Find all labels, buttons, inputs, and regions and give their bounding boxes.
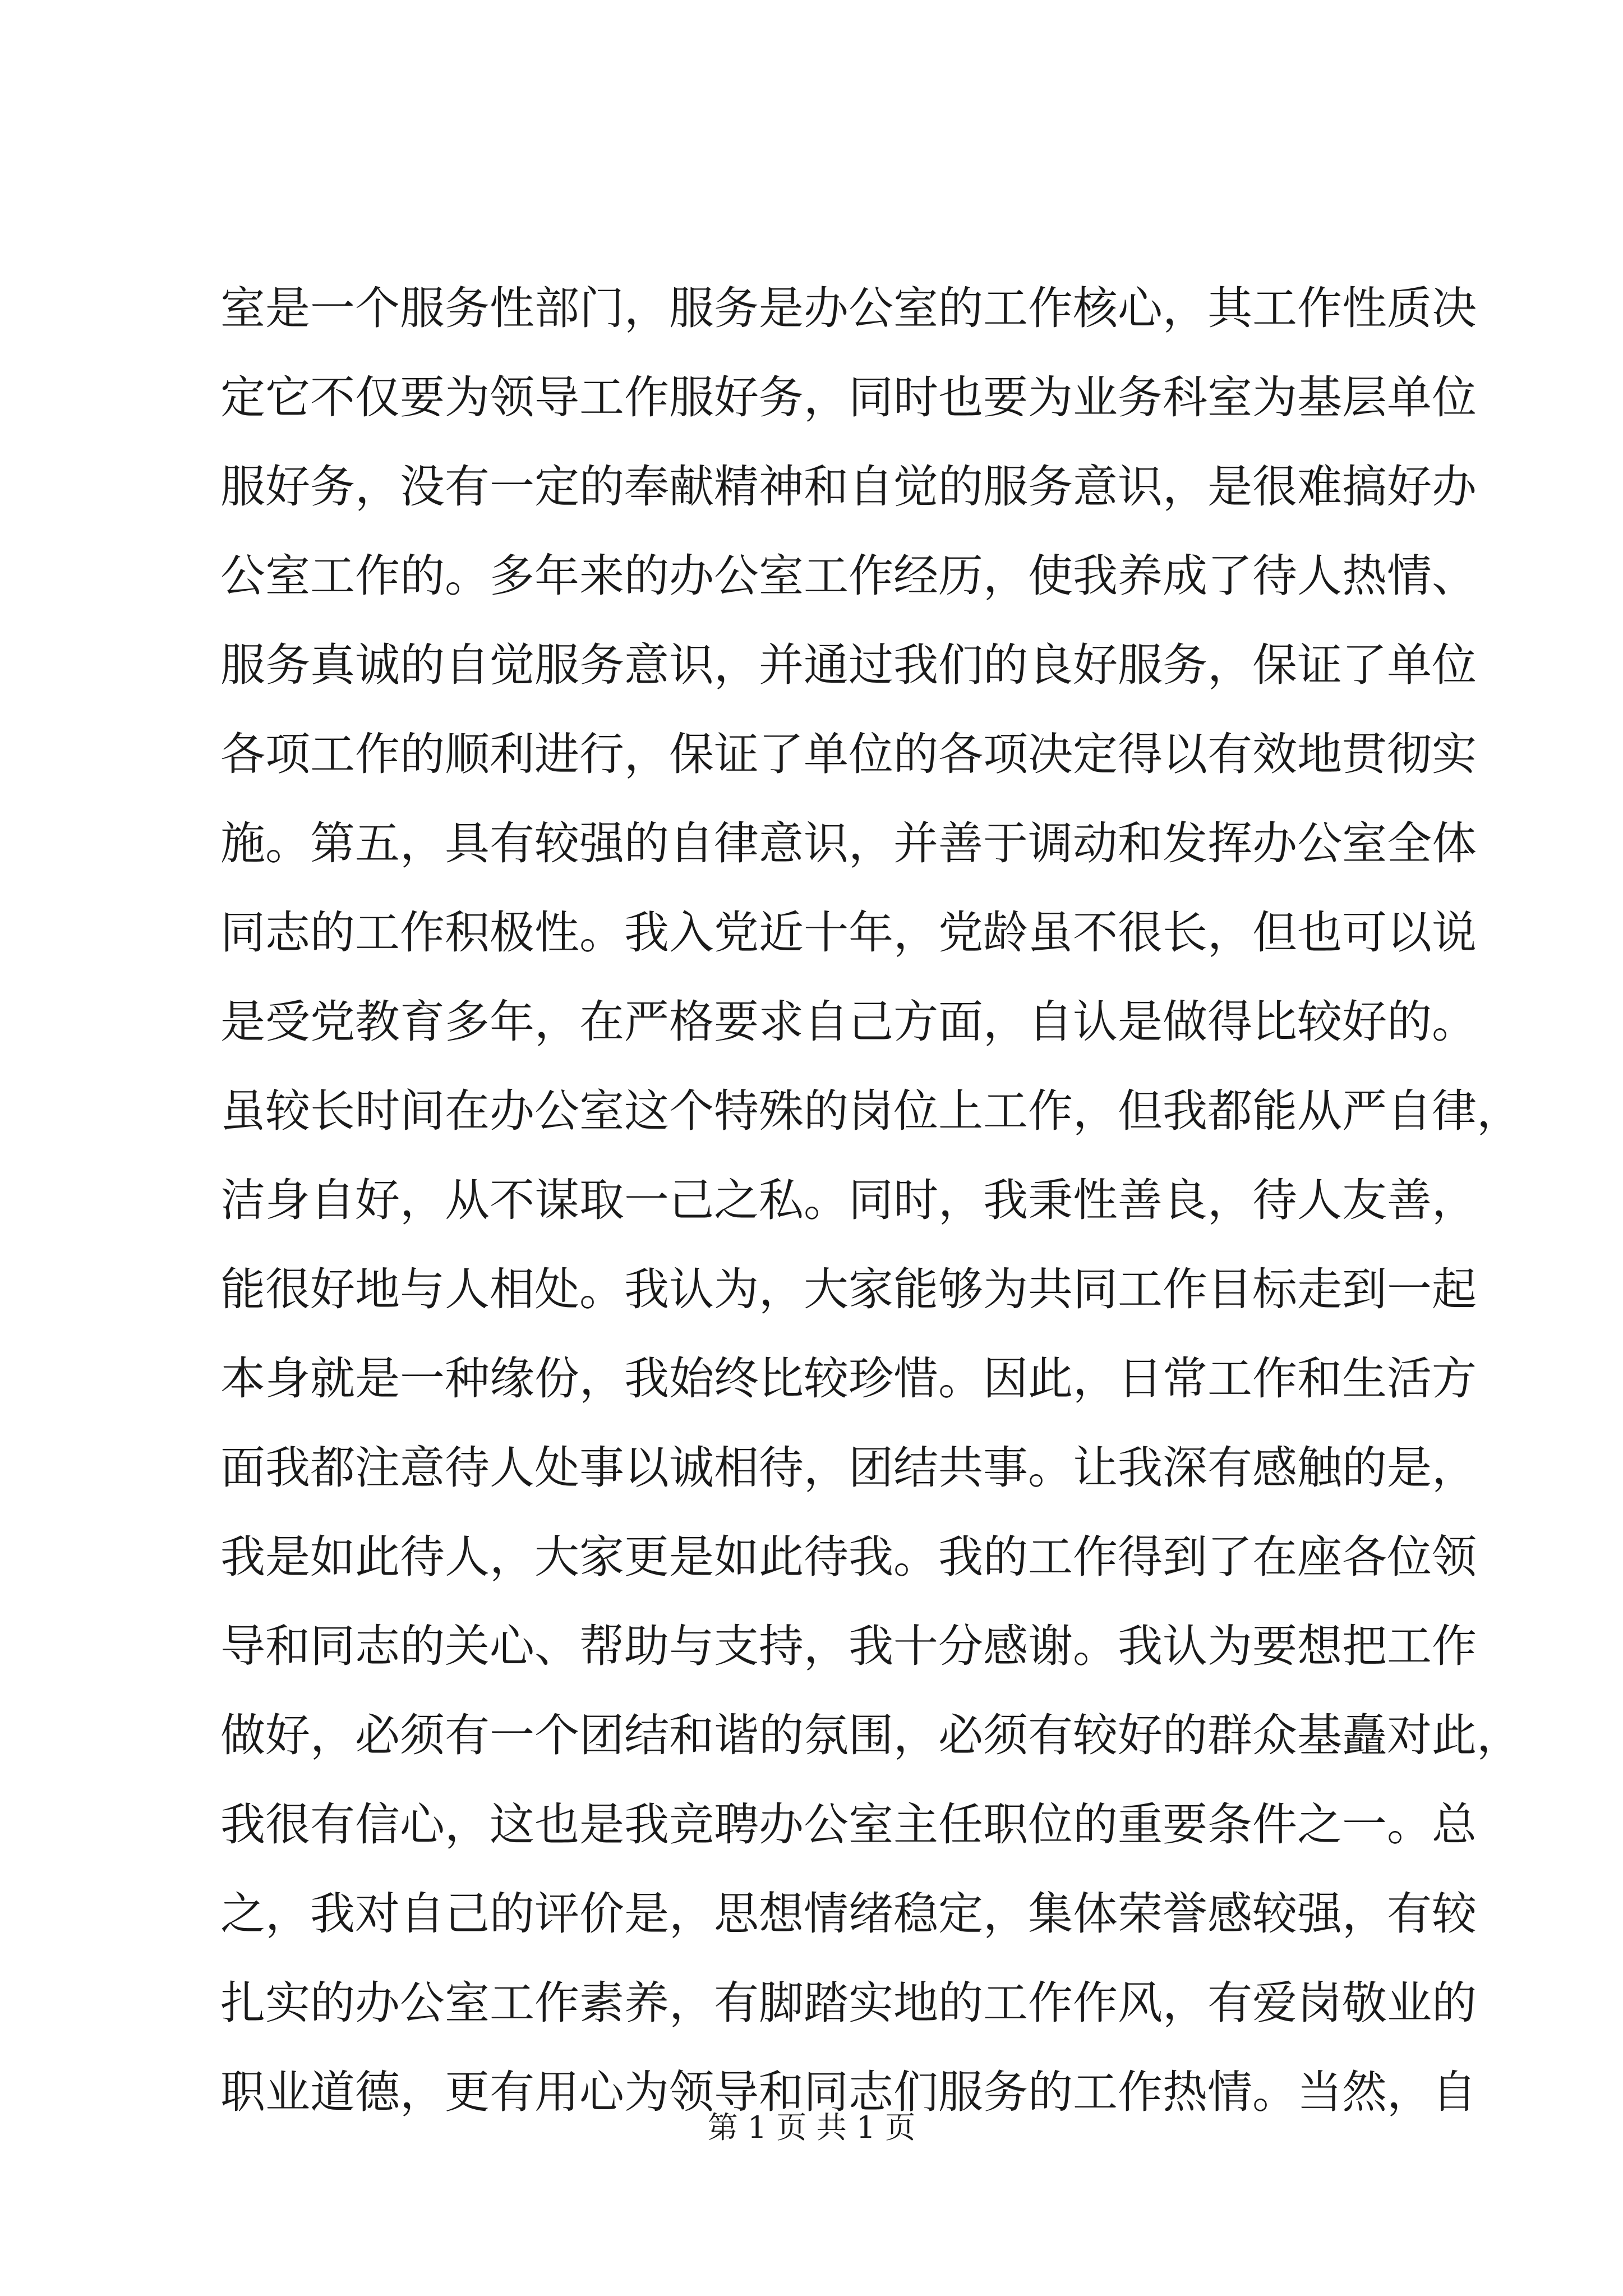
text-line: 做好，必须有一个团结和谐的氛围，必须有较好的群众基矗对此， (220, 1709, 1521, 1761)
text-line: 同志的工作积极性。我入党近十年，党龄虽不很长，但也可以说 (220, 907, 1477, 959)
page-footer: 第 1 页 共 1 页 (707, 2110, 916, 2145)
text-line: 扎实的办公室工作素养，有脚踏实地的工作作风，有爱岗敬业的 (220, 1977, 1477, 2029)
text-line: 我很有信心，这也是我竞聘办公室主任职位的重要条件之一。总 (220, 1798, 1477, 1851)
text-line: 各项工作的顺利进行，保证了单位的各项决定得以有效地贯彻实 (220, 728, 1477, 780)
text-line: 能很好地与人相处。我认为，大家能够为共同工作目标走到一起 (220, 1263, 1477, 1315)
text-line: 服好务，没有一定的奉献精神和自觉的服务意识，是很难搞好办 (220, 461, 1477, 513)
body-text (220, 264, 1521, 2137)
text-line: 职业道德，更有用心为领导和同志们服务的工作热情。当然，自 (220, 2066, 1477, 2118)
text-line: 导和同志的关心、帮助与支持，我十分感谢。我认为要想把工作 (220, 1620, 1477, 1672)
text-line: 服务真诚的自觉服务意识，并通过我们的良好服务，保证了单位 (220, 639, 1477, 691)
text-line: 本身就是一种缘份，我始终比较珍惜。因此，日常工作和生活方 (220, 1352, 1477, 1405)
text-line: 面我都注意待人处事以诚相待，团结共事。让我深有感触的是， (220, 1442, 1477, 1494)
text-line: 洁身自好，从不谋取一己之私。同时，我秉性善良，待人友善， (220, 1174, 1477, 1226)
text-line: 公室工作的。多年来的办公室工作经历，使我养成了待人热情、 (220, 550, 1477, 602)
text-line: 定它不仅要为领导工作服好务，同时也要为业务科室为基层单位 (220, 371, 1477, 424)
text-line: 施。第五，具有较强的自律意识，并善于调动和发挥办公室全体 (220, 817, 1477, 869)
text-line: 是受党教育多年，在严格要求自己方面，自认是做得比较好的。 (220, 996, 1477, 1048)
text-line: 室是一个服务性部门，服务是办公室的工作核心，其工作性质决 (220, 282, 1477, 334)
text-line: 之，我对自己的评价是，思想情绪稳定，集体荣誉感较强，有较 (220, 1888, 1477, 1940)
text-line: 虽较长时间在办公室这个特殊的岗位上工作，但我都能从严自律， (220, 1085, 1521, 1137)
text-line: 我是如此待人，大家更是如此待我。我的工作得到了在座各位领 (220, 1531, 1477, 1583)
